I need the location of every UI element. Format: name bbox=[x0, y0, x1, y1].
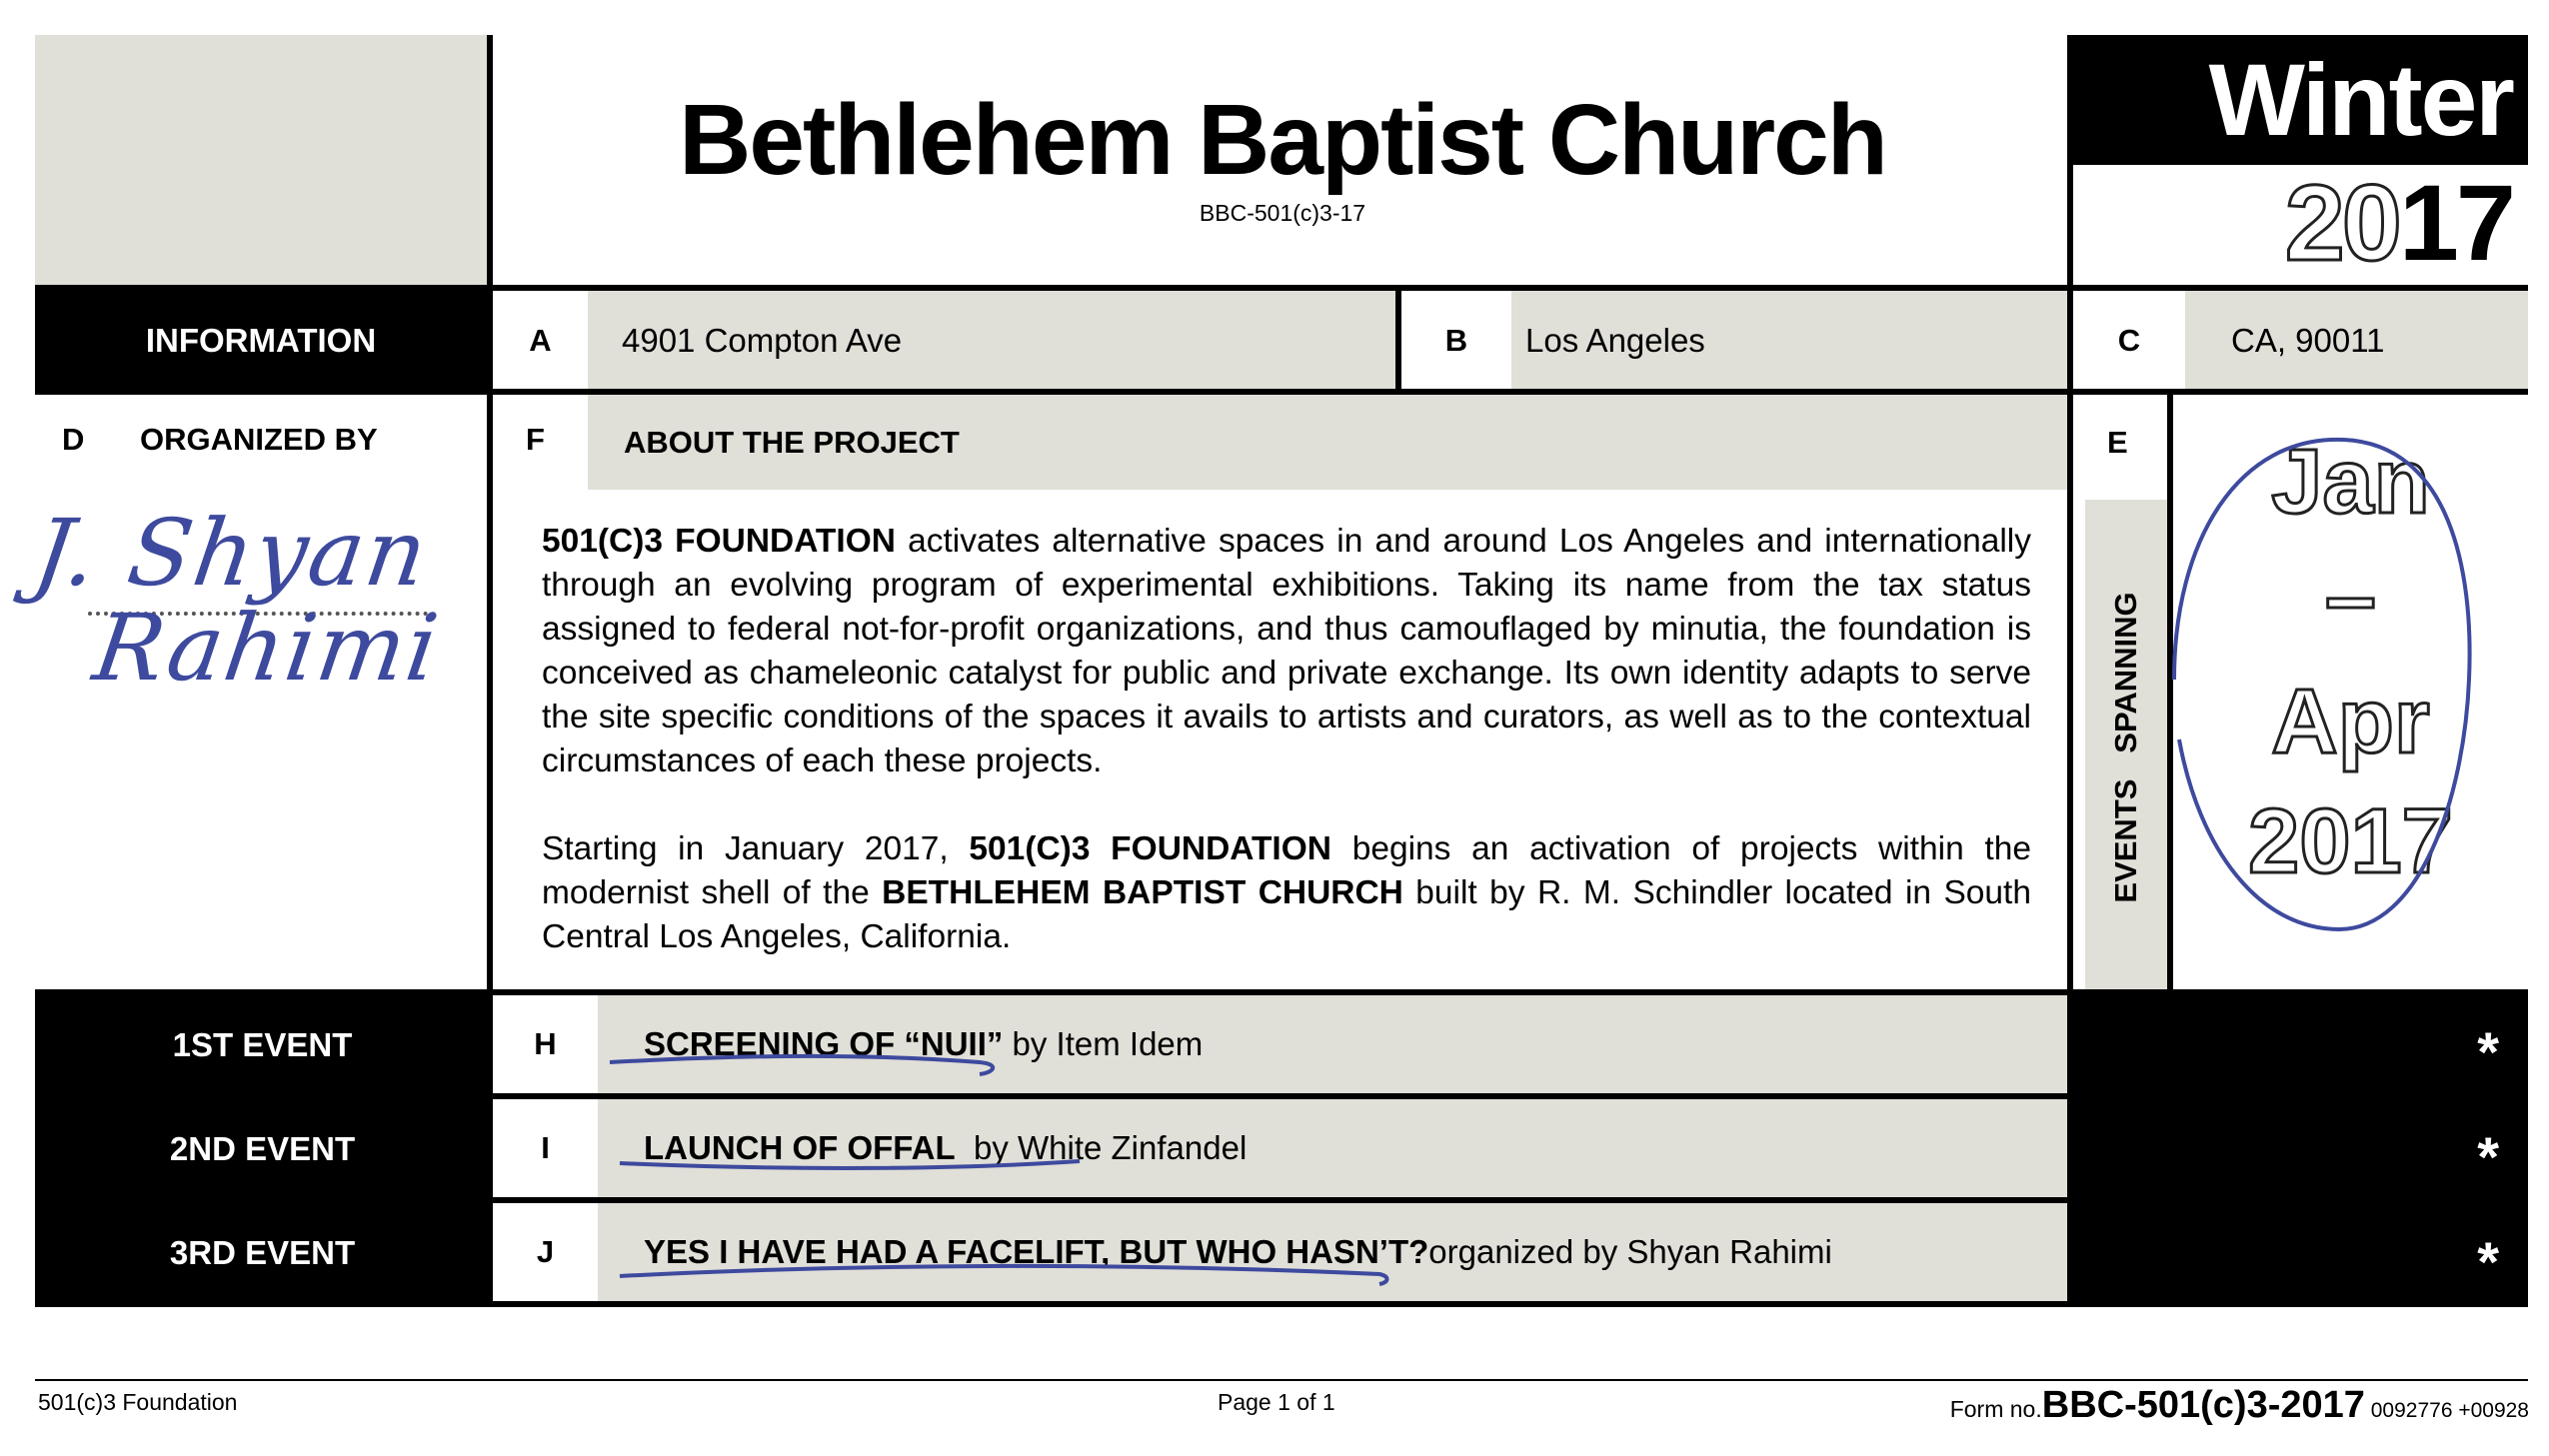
date-dash: – bbox=[2324, 546, 2377, 648]
address-field[interactable]: 4901 Compton Ave bbox=[588, 291, 1395, 391]
form-suffix: 0092776 +00928 bbox=[2364, 1399, 2529, 1422]
date-end-year: 2017 bbox=[2248, 790, 2453, 892]
p2-bold-2: BETHLEHEM BAPTIST CHURCH bbox=[882, 874, 1403, 911]
event-2-letter: I bbox=[493, 1099, 598, 1197]
pen-underline-2 bbox=[600, 1149, 1100, 1189]
field-letter-e: E bbox=[2107, 425, 2128, 460]
p2-bold-1: 501(C)3 FOUNDATION bbox=[969, 830, 1331, 867]
about-text bbox=[542, 520, 2031, 959]
year-box bbox=[2073, 162, 2528, 285]
state-zip-field[interactable]: CA, 90011 bbox=[2185, 291, 2528, 391]
year-prefix: 20 bbox=[2284, 162, 2399, 283]
signature-line-1: J. Shyan bbox=[27, 500, 436, 607]
date-end-month: Apr bbox=[2271, 671, 2430, 772]
hline-bottom bbox=[35, 1301, 2528, 1307]
event-3-letter: J bbox=[493, 1203, 598, 1301]
pen-underline-3 bbox=[600, 1254, 1399, 1294]
event-1-letter: H bbox=[493, 995, 598, 1093]
information-label-cell bbox=[35, 291, 487, 391]
page-title: Bethlehem Baptist Church bbox=[679, 84, 1886, 196]
event-3-title: YES I HAVE HAD A FACELIFT, BUT WHO HASN’T? bbox=[644, 1233, 1429, 1270]
event-1-title: SCREENING OF “NUII” bbox=[644, 1025, 1004, 1062]
season-label: Winter bbox=[2208, 42, 2513, 157]
event-2-rest: by White Zinfandel bbox=[955, 1129, 1248, 1166]
about-label: ABOUT THE PROJECT bbox=[588, 395, 2067, 490]
footer-page-number bbox=[1218, 1389, 1335, 1416]
pen-circle-mark bbox=[2129, 420, 2529, 939]
event-2-label: 2ND EVENT bbox=[169, 1130, 356, 1167]
field-letter-a: A bbox=[529, 323, 552, 358]
field-letter-b: B bbox=[1444, 323, 1468, 358]
date-start-month: Jan bbox=[2271, 431, 2430, 533]
footer-rule bbox=[35, 1379, 2528, 1381]
p1-bold: 501(C)3 FOUNDATION bbox=[542, 523, 896, 560]
p1-rest: activates alternative spaces in and around Los Angeles and internationally through an evolving program of experimental exhibitions. Taking its name from the tax status assigned to federal not-for-profit organizations, and thus camouflaged by minutia, the foundation is conceived as chameleonic catalyst for public and private exchange. Its own identity adapts to serve the site specific conditions of the spaces it avails to artists and curators, as well as to the contextual circumstances of each these projects. bbox=[542, 523, 2031, 779]
year-suffix: 17 bbox=[2398, 162, 2513, 283]
page-total: 1 bbox=[1321, 1389, 1335, 1415]
footer-organization: 501(c)3 Foundation bbox=[38, 1389, 238, 1415]
signature-line-2: Rahimi bbox=[87, 595, 447, 702]
organized-by-label: ORGANIZED BY bbox=[140, 422, 378, 457]
event-2-title: LAUNCH OF OFFAL bbox=[644, 1129, 956, 1166]
about-paragraph-2 bbox=[542, 827, 2031, 959]
field-letter-c: C bbox=[2117, 323, 2141, 358]
field-letter-d: D bbox=[62, 422, 85, 457]
event-2-asterisk: * bbox=[2477, 1125, 2499, 1188]
event-1-rest: by Item Idem bbox=[1003, 1025, 1204, 1062]
pen-underline-1 bbox=[600, 1044, 1020, 1084]
footer-form-number bbox=[1859, 1384, 2529, 1427]
about-paragraph-1 bbox=[542, 520, 2031, 783]
field-letter-f: F bbox=[526, 422, 545, 457]
events-spanning-label: EVENTS SPANNING bbox=[2108, 592, 2143, 903]
form-prefix: Form no. bbox=[1949, 1396, 2042, 1422]
event-3-rest: organized by Shyan Rahimi bbox=[1428, 1233, 1832, 1270]
information-label: INFORMATION bbox=[145, 322, 377, 359]
p2-c: built by R. M. Schindler located in South Central Los Angeles, California. bbox=[542, 874, 2031, 955]
form-number: BBC-501(c)3-2017 bbox=[2041, 1384, 2365, 1426]
city-field[interactable]: Los Angeles bbox=[1511, 291, 2067, 391]
signature bbox=[27, 500, 485, 729]
season-box bbox=[2073, 35, 2528, 165]
p2-a: Starting in January 2017, bbox=[542, 830, 970, 867]
title-block bbox=[493, 35, 2072, 285]
page-label: Page 1 of bbox=[1218, 1389, 1322, 1415]
event-1-asterisk: * bbox=[2477, 1020, 2499, 1083]
p2-b: begins an activation of projects within the modernist shell of the bbox=[542, 830, 2031, 911]
event-1-label: 1ST EVENT bbox=[172, 1026, 353, 1063]
event-3-asterisk: * bbox=[2477, 1230, 2499, 1293]
form-code: BBC-501(c)3-17 bbox=[1199, 200, 1366, 226]
logo-placeholder bbox=[35, 35, 490, 285]
event-3-label: 3RD EVENT bbox=[169, 1234, 356, 1271]
